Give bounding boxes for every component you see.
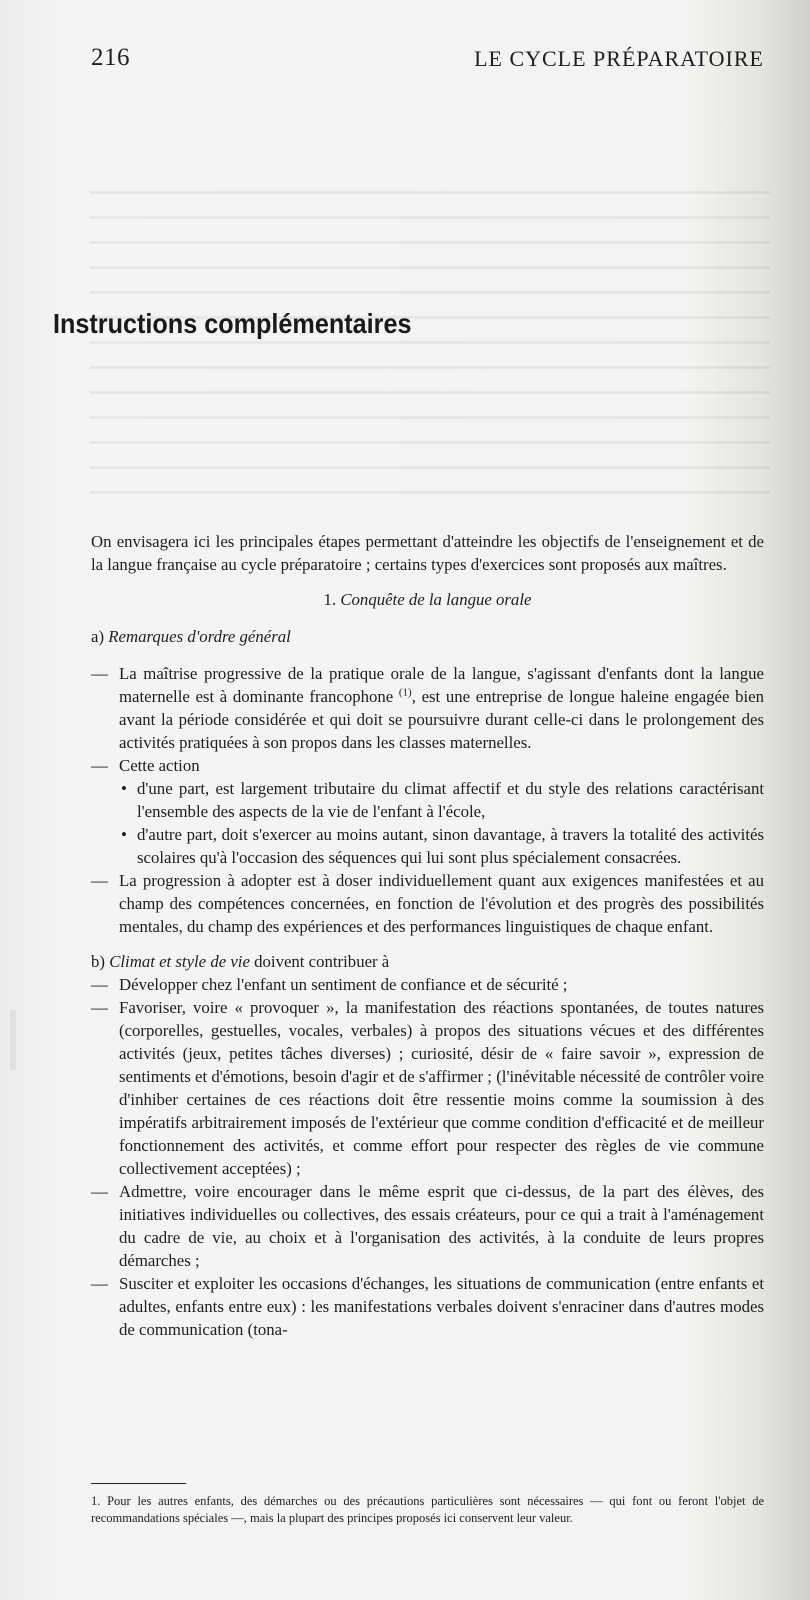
page-number: 216 [91, 44, 130, 71]
subsection-b-letter: b) [91, 952, 105, 971]
subsection-a-title: Remarques d'ordre général [108, 627, 291, 646]
running-head: LE CYCLE PRÉPARATOIRE [474, 46, 764, 71]
item-text: Développer chez l'enfant un sentiment de confiance et de sécurité ; [119, 975, 568, 994]
item-text: Admettre, voire encourager dans le même esprit que ci-dessus, de la part des élèves, des initiatives individuelles ou collectives, des essais créateurs, pour ce qui a trait à l'aménagement du cadre de vie, au choix et à l'organisation des activités, à la conduite de leurs propres démarches ; [119, 1182, 764, 1270]
item-text-continued: , est une entreprise de longue haleine engagée bien avant la période considérée et qui doit se poursuivre durant celle-ci dans le prolongement des activités pratiquées à son propos dans les classes maternelles. [119, 687, 764, 752]
body-text [91, 530, 764, 1341]
item-text: Susciter et exploiter les occasions d'échanges, les situations de communication (entre enfants et adultes, enfants entre eux) : les manifestations verbales doivent s'enraciner dans d'autres modes de communication (tona- [119, 1274, 764, 1339]
footnote-reference: (1) [398, 686, 412, 699]
dash-list-item [91, 996, 764, 1180]
item-text: La progression à adopter est à doser individuellement quant aux exigences manifestées et au champ des compétences concernées, en fonction de l'évolution et des progrès des possibilités mentales, du champ des expériences et des performances linguistiques de chaque enfant. [119, 871, 764, 936]
dash-marker: — [91, 1274, 108, 1293]
subsection-a-letter: a) [91, 627, 105, 646]
footnote: 1. Pour les autres enfants, des démarches ou des précautions particulières sont nécessaires — qui font ou feront l'objet de recommandations spéciales —, mais la plupart des principes proposés ici conservent leur valeur. [91, 1494, 764, 1525]
part-heading [91, 588, 764, 611]
bullet-item [119, 823, 764, 869]
dash-list-item [91, 869, 764, 938]
subsection-b-heading [91, 950, 764, 973]
scan-artifact [10, 1010, 16, 1070]
part-number: 1. [323, 590, 337, 609]
dash-marker: — [91, 1182, 108, 1201]
item-text: La maîtrise progressive de la pratique orale de la langue, s'agissant d'enfants dont la langue maternelle est à dominante francophone [119, 664, 764, 706]
bullet-marker: • [121, 779, 127, 798]
subsection-a-heading [91, 625, 764, 648]
dash-marker: — [91, 871, 108, 890]
dash-marker: — [91, 756, 108, 775]
intro-paragraph: On envisagera ici les principales étapes permettant d'atteindre les objectifs de l'enseignement et de la langue française au cycle préparatoire ; certains types d'exercices sont proposés aux maîtres. [91, 532, 764, 574]
item-text: Favoriser, voire « provoquer », la manifestation des réactions spontanées, de toutes natures (corporelles, gestuelles, vocales, verbales) à propos des situations vécues et des différentes activités (jeux, petites tâches diverses) ; curiosité, désir de « faire savoir », expression de sentiments et d'émotions, besoin d'agir et de s'affirmer ; (l'inévitable nécessité de contrôler voire d'inhiber certaines de ces réactions doit être ressentie moins comme la soumission à des impératifs arbitrairement imposés de l'extérieur que comme condition d'efficacité et de meilleur fonctionnement des activités, et comme effort pour respecter des règles de vie commune collectivement acceptées) ; [119, 998, 764, 1178]
dash-marker: — [91, 975, 108, 994]
bullet-item [119, 777, 764, 823]
bullet-text: d'autre part, doit s'exercer au moins autant, sinon davantage, à travers la totalité des activités scolaires qu'à l'occasion des séquences qui lui sont plus spécialement consacrées. [137, 825, 764, 867]
bullet-marker: • [121, 825, 127, 844]
bullet-text: d'une part, est largement tributaire du climat affectif et du style des relations caractérisant l'ensemble des aspects de la vie de l'enfant à l'école, [137, 779, 764, 821]
dash-marker: — [91, 664, 108, 683]
dash-marker: — [91, 998, 108, 1017]
spacer [91, 938, 764, 950]
dash-list-item [91, 973, 764, 996]
footnote-rule [91, 1483, 186, 1484]
dash-list-item [91, 1180, 764, 1272]
dash-list-item [91, 754, 764, 869]
bullet-list [119, 777, 764, 869]
subsection-b-rest: doivent contribuer à [254, 952, 390, 971]
page-header [91, 44, 764, 76]
section-title: Instructions complémentaires [53, 308, 412, 339]
subsection-b-title: Climat et style de vie [109, 952, 250, 971]
dash-list-item [91, 1272, 764, 1341]
dash-list-item [91, 662, 764, 754]
item-text: Cette action [119, 756, 200, 775]
show-through-text [90, 175, 770, 505]
part-title: Conquête de la langue orale [340, 590, 532, 609]
